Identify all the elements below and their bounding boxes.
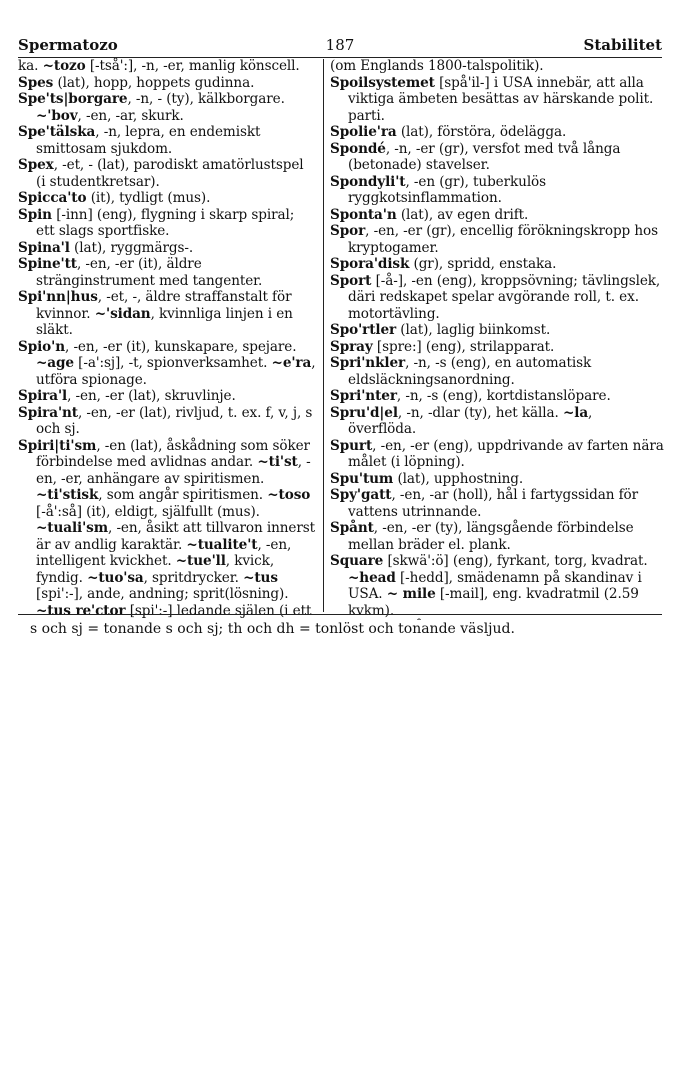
dictionary-entry [18, 190, 317, 207]
definition-text: , -n, lepra, en endemiskt smittosam sjukdom. [36, 124, 261, 157]
definition-text: [spi':-] ledande själen (i ett [129, 602, 312, 619]
definition-text: , som angår spiritismen. [98, 487, 268, 503]
dictionary-entry [18, 388, 317, 405]
dictionary-entry [330, 388, 664, 405]
definition-text: , kvinnliga linjen i en släkt. [36, 305, 293, 338]
dictionary-entry [330, 322, 664, 339]
header-first-word: Spermatozo [18, 36, 118, 54]
definition-text: , -n, -er (gr), versfot med två långa (betonade) stavelser. [348, 140, 621, 173]
headword: ~age [36, 355, 74, 371]
definition-text: , -en, -ar (holl), hål i fartygssidan för vattens utrinnande. [348, 487, 639, 520]
dictionary-entry [330, 487, 664, 520]
headword: ~tus [243, 569, 278, 586]
definition-text: [-å':så] (it), eldigt, själfullt (mus). [36, 503, 260, 520]
headword: ~tus re'ctor [36, 602, 126, 619]
dictionary-entry [18, 75, 317, 92]
definition-text: , -en, -ar, skurk. [77, 107, 184, 124]
headword: Spine'tt [18, 256, 77, 272]
definition-text: (lat), förstöra, ödelägga. [396, 124, 567, 140]
headword: ~tue'll [175, 553, 226, 569]
headword: ~tozo [42, 58, 86, 74]
definition-text: , -n, - (ty), kälkborgare. [127, 91, 285, 107]
headword: Spora'disk [330, 256, 410, 272]
headword: Spru'd|el [330, 404, 398, 421]
definition-text: [skwä':ö] (eng), fyrkant, torg, kvadrat. [383, 553, 648, 569]
headword: Spes [18, 74, 54, 91]
dictionary-entry [18, 58, 317, 75]
headword: Spi'nn|hus [18, 289, 98, 305]
definition-text: , -en (lat), åskådning som söker förbindelse med avlidnas andar. [36, 437, 310, 470]
headword: Spu'tum [330, 470, 394, 487]
definition-text: ka. [18, 58, 43, 74]
dictionary-entry [18, 339, 317, 389]
definition-text: [-inn] (eng), flygning i skarp spiral; ett slags sportfiske. [36, 206, 295, 239]
definition-text: , -n, -s (eng), en automatisk eldsläckningsanordning. [348, 355, 592, 388]
definition-text: , -en, -er, anhängare av spiritismen. [36, 454, 311, 487]
footer-rule [18, 614, 662, 615]
column-divider [323, 59, 324, 612]
right-column [330, 58, 664, 620]
headword: ~la [562, 404, 589, 421]
headword: Spo'rtler [330, 322, 397, 338]
dictionary-entry [330, 438, 664, 471]
headword: Spin [18, 206, 52, 223]
definition-text: [-hedd], smädenamn på skandinav i USA. [348, 569, 642, 602]
dictionary-entry [330, 405, 664, 438]
headword: Sport [330, 272, 372, 289]
headword: ~tualite't [186, 536, 258, 553]
headword: ~ti'stisk [36, 487, 99, 503]
definition-text: , utföra spionage. [36, 355, 316, 388]
definition-text: , -et, -, äldre straffanstalt för kvinnor. [36, 289, 292, 322]
definition-text: (lat), upphostning. [393, 470, 524, 487]
definition-text: , -en, -er (it), kunskapare, spejare. [65, 338, 297, 355]
definition-text: [spre:] (eng), strilapparat. [372, 338, 555, 355]
dictionary-entry [18, 240, 317, 257]
page-number: 187 [325, 36, 355, 54]
definition-text: , -et, - (lat), parodiskt amatörlustspel (i studentkretsar). [36, 157, 304, 190]
headword: ~'sidan [94, 305, 151, 322]
dictionary-entry [330, 471, 664, 488]
headword: Spondé [330, 140, 386, 157]
page-header [18, 30, 662, 56]
definition-text: , -en, intelligent kvickhet. [36, 536, 292, 569]
definition-text: [-å-], -en (eng), kroppsövning; tävlingslek, däri redskapet spelar avgörande roll, t. ex. motortävling. [348, 272, 661, 322]
dictionary-entry [330, 58, 664, 75]
definition-text: , -en, -er (ty), längsgående förbindelse mellan bräder el. plank. [348, 520, 634, 553]
headword: Spina'l [18, 239, 70, 256]
dictionary-entry [18, 91, 317, 124]
headword: Spondyli't [330, 173, 406, 190]
definition-text: (it), tydligt (mus). [86, 190, 211, 206]
headword: Spe'tälska [18, 124, 96, 140]
headword: ~toso [267, 487, 311, 503]
headword: Spira'nt [18, 404, 78, 421]
headword: ~'bov [36, 107, 78, 124]
definition-text: (lat), av egen drift. [396, 206, 529, 223]
dictionary-entry [18, 289, 317, 339]
definition-text: (lat), hopp, hoppets gudinna. [53, 74, 255, 91]
definition-text: , överflöda. [348, 404, 593, 437]
definition-text: , kvick, fyndig. [36, 553, 275, 586]
definition-text: , -n, -s (eng), kortdistanslöpare. [396, 388, 611, 404]
definition-text: (om Englands 1800-talspolitik). [330, 58, 544, 74]
definition-text: [-a':sj], -t, spionverksamhet. [73, 355, 272, 371]
dictionary-entry [330, 273, 664, 323]
pronunciation-footnote: s och sj = tonande s och sj; th och dh = tonlöst och tonande väsljud. [30, 621, 515, 637]
dictionary-entry [18, 438, 317, 621]
headword: Spex [18, 157, 54, 173]
definition-text: , -en (gr), tuberkulös ryggkotsinflammation. [348, 173, 547, 206]
definition-text: (lat), ryggmärgs-. [69, 239, 194, 256]
header-last-word: Stabilitet [583, 36, 662, 54]
headword: Spira'l [18, 388, 68, 404]
dictionary-entry [330, 355, 664, 388]
definition-text: [-mail], eng. kvadratmil (2.59 kvkm). [348, 586, 639, 619]
headword: ~ mile [386, 586, 436, 602]
dictionary-entry [330, 75, 664, 125]
headword: Spiri|ti'sm [18, 437, 97, 454]
headword: Spri'nter [330, 388, 397, 404]
definition-text: (lat), laglig biinkomst. [396, 322, 551, 338]
dictionary-entry [18, 256, 317, 289]
headword: Square [330, 553, 384, 569]
headword: Spolie'ra [330, 124, 397, 140]
definition-text: , -n, -dlar (ty), het källa. [397, 404, 563, 421]
dictionary-entry [330, 223, 664, 256]
headword: Spoilsystemet [330, 74, 435, 91]
definition-text: , -en, -er (lat), skruvlinje. [67, 388, 236, 404]
headword: ~e'ra [271, 355, 312, 371]
definition-text: , -en, -er (eng), uppdrivande av farten nära målet (i löpning). [348, 437, 664, 470]
headword: Spio'n [18, 338, 65, 355]
definition-text: , -en, -er (lat), rivljud, t. ex. f, v, j, s och sj. [36, 404, 313, 437]
headword: Spicca'to [18, 190, 87, 206]
dictionary-entry [330, 207, 664, 224]
headword: Spri'nkler [330, 355, 406, 371]
headword: Spånt [330, 520, 374, 536]
headword: Spray [330, 338, 373, 355]
dictionary-entry [330, 520, 664, 553]
dictionary-entry [18, 405, 317, 438]
headword: Spy'gatt [330, 487, 392, 503]
definition-text: [-tså':], -n, -er, manlig könscell. [85, 58, 300, 74]
dictionary-entry [330, 553, 664, 619]
headword: ~tuo'sa [87, 569, 144, 586]
definition-text: , -en, -er (gr), encellig förökningskropp hos kryptogamer. [348, 223, 658, 256]
definition-text: , -en, -er (it), äldre stränginstrument med tangenter. [36, 256, 263, 289]
headword: ~tuali'sm [36, 520, 108, 536]
dictionary-entry [330, 174, 664, 207]
headword: Sponta'n [330, 206, 397, 223]
definition-text: [spå'il-] i USA innebär, att alla viktiga ämbeten besättas av härskande polit. parti. [348, 74, 654, 124]
headword: ~head [348, 569, 396, 586]
left-column [18, 58, 317, 620]
headword: Spurt [330, 437, 373, 454]
headword: Spor [330, 223, 366, 239]
definition-text: [spi':-], ande, andning; sprit(lösning). [36, 586, 289, 602]
dictionary-entry [330, 256, 664, 273]
dictionary-entry [18, 157, 317, 190]
dictionary-entry [330, 141, 664, 174]
dictionary-entry [18, 124, 317, 157]
definition-text: , spritdrycker. [143, 569, 244, 586]
headword: Spe'ts|borgare [18, 91, 128, 107]
definition-text: , -en, åsikt att tillvaron innerst är av andlig karaktär. [36, 520, 315, 553]
dictionary-entry [330, 124, 664, 141]
headword: ~ti'st [257, 454, 298, 470]
dictionary-entry [330, 339, 664, 356]
definition-text: (gr), spridd, enstaka. [409, 256, 557, 272]
dictionary-entry [18, 207, 317, 240]
